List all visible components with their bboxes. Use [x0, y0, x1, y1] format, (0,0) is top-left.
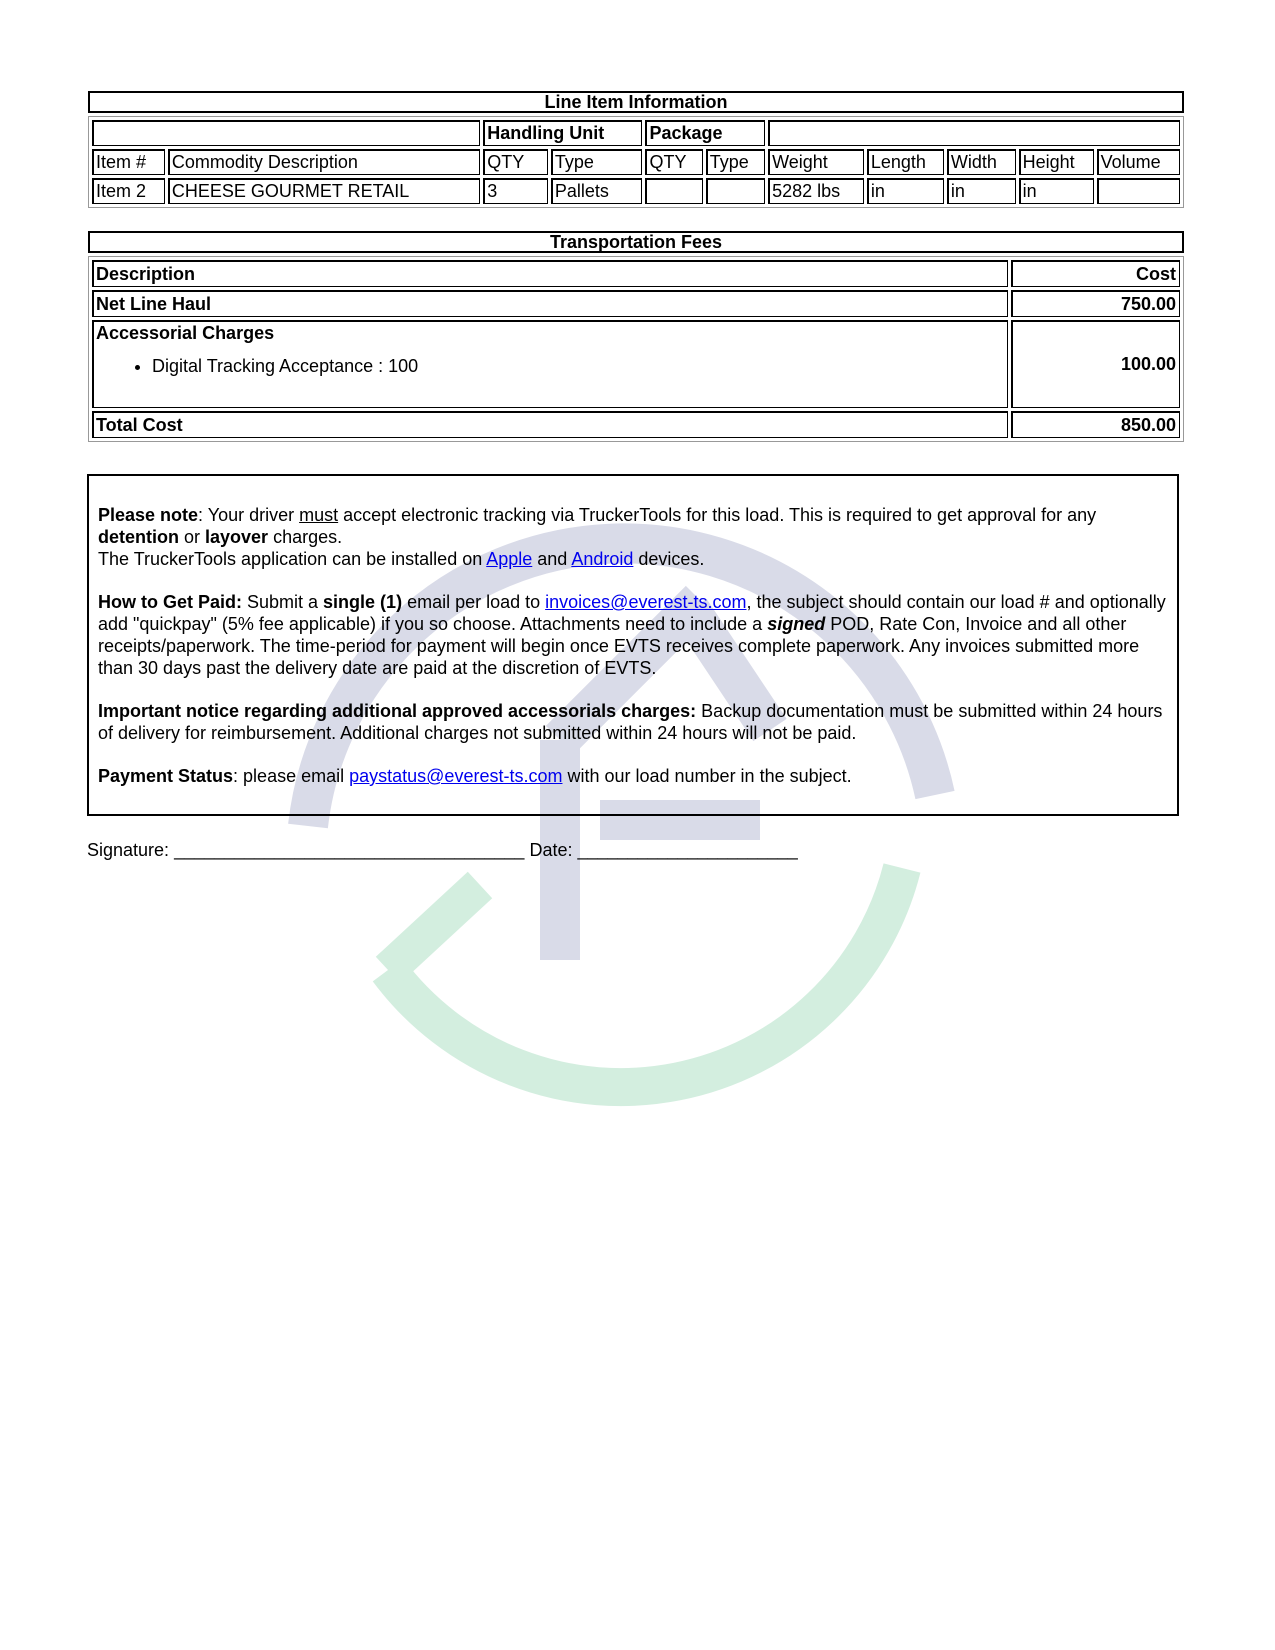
item-number-cell: Item 2 [92, 178, 165, 204]
important-notice-label: Important notice regarding additional approved accessorials charges: [98, 701, 697, 721]
how-to-get-paid-paragraph [98, 591, 1169, 679]
text: or [179, 527, 206, 547]
invoice-email-link[interactable]: invoices@everest-ts.com [545, 592, 747, 612]
line-item-group-header-row [92, 120, 1180, 146]
text: with our load number in the subject. [562, 766, 852, 786]
must-text: must [299, 505, 339, 525]
how-to-get-paid-label: How to Get Paid: [98, 592, 242, 612]
text: devices. [633, 549, 705, 569]
date-field: ______________________ [577, 840, 798, 860]
text: , the subject should contain our load # and optionally add "quickpay" (5% fee applicable) if you so choose. Attachments need to include a [98, 592, 1166, 634]
fees-header-row [92, 260, 1180, 287]
single-text: single (1) [323, 592, 403, 612]
height-cell: in [1019, 178, 1094, 204]
watermark-green-arc [388, 868, 902, 1087]
text: The TruckerTools application can be installed on [98, 549, 487, 569]
line-item-table [88, 116, 1184, 208]
length-cell: in [867, 178, 944, 204]
please-note-label: Please note [98, 505, 199, 525]
blank-cell [92, 120, 480, 146]
text: charges. [268, 527, 343, 547]
accessorial-cell [92, 320, 1008, 408]
date-label: Date: [524, 840, 578, 860]
column-header: Volume [1097, 149, 1180, 175]
android-link[interactable]: Android [571, 549, 634, 569]
cost-header: Cost [1011, 260, 1180, 287]
commodity-cell: CHEESE GOURMET RETAIL [168, 178, 480, 204]
signature-field: ___________________________________ [174, 840, 525, 860]
total-row [92, 411, 1180, 438]
list-item: • Digital Tracking Acceptance : 100 [152, 355, 1004, 377]
text: Submit a [242, 592, 324, 612]
text: : please email [233, 766, 350, 786]
column-header: Commodity Description [168, 149, 480, 175]
handling-type-cell: Pallets [551, 178, 643, 204]
paystatus-email-link[interactable]: paystatus@everest-ts.com [349, 766, 563, 786]
signed-text: signed [767, 614, 826, 634]
column-header: Item # [92, 149, 165, 175]
transportation-fees-table [88, 256, 1184, 442]
text: Backup documentation must be submitted within 24 hours of delivery for reimbursement. Additional charges not submitted within 24 hours will not be paid. [98, 701, 1163, 743]
blank-cell [768, 120, 1180, 146]
column-header: Length [867, 149, 944, 175]
net-line-haul-row [92, 290, 1180, 317]
signature-line [87, 840, 798, 861]
line-item-column-header-row [92, 149, 1180, 175]
detention-text: detention [98, 527, 179, 547]
width-cell: in [947, 178, 1016, 204]
column-header: QTY [483, 149, 548, 175]
watermark-green-stem [388, 885, 480, 970]
text: email per load to [402, 592, 546, 612]
volume-cell [1097, 178, 1180, 204]
transportation-fees-title: Transportation Fees [88, 231, 1184, 253]
accessorial-list [96, 355, 1004, 377]
package-type-cell [706, 178, 765, 204]
package-header: Package [645, 120, 765, 146]
notice-box [87, 474, 1179, 816]
text: POD, Rate Con, Invoice and all other receipts/paperwork. The time-period for payment will begin once EVTS receives complete paperwork. Any invoices submitted more than 30 days past the delivery date are paid at the discretion of EVTS. [98, 614, 1140, 678]
column-header: QTY [645, 149, 702, 175]
net-line-haul-label: Net Line Haul [92, 290, 1008, 317]
text: : Your driver [198, 505, 300, 525]
signature-label: Signature: [87, 840, 175, 860]
package-qty-cell [645, 178, 702, 204]
accessorial-cost: 100.00 [1011, 320, 1180, 408]
accessorial-row [92, 320, 1180, 408]
important-notice-paragraph [98, 700, 1169, 744]
description-header: Description [92, 260, 1008, 287]
line-item-title: Line Item Information [88, 91, 1184, 113]
please-note-paragraph [98, 504, 1169, 570]
accessorial-label: Accessorial Charges [96, 323, 275, 343]
table-row [92, 178, 1180, 204]
column-header: Type [551, 149, 643, 175]
apple-link[interactable]: Apple [486, 549, 533, 569]
text: accept electronic tracking via TruckerTools for this load. This is required to get approval for any [338, 505, 1097, 525]
total-label: Total Cost [92, 411, 1008, 438]
layover-text: layover [205, 527, 269, 547]
column-header: Width [947, 149, 1016, 175]
column-header: Type [706, 149, 765, 175]
column-header: Height [1019, 149, 1094, 175]
handling-unit-header: Handling Unit [483, 120, 642, 146]
payment-status-paragraph [98, 765, 1169, 787]
weight-cell: 5282 lbs [768, 178, 864, 204]
payment-status-label: Payment Status [98, 766, 234, 786]
column-header: Weight [768, 149, 864, 175]
total-cost: 850.00 [1011, 411, 1180, 438]
net-line-haul-cost: 750.00 [1011, 290, 1180, 317]
text: and [532, 549, 572, 569]
handling-qty-cell: 3 [483, 178, 548, 204]
